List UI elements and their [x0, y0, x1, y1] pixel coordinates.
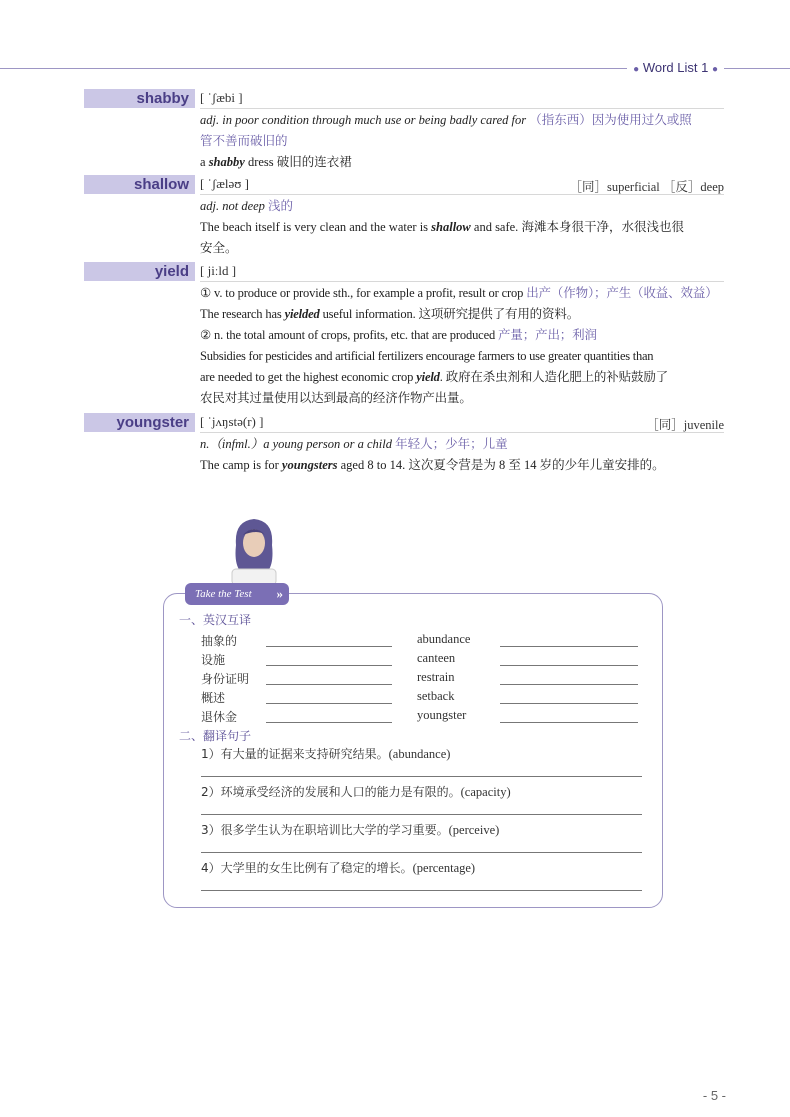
headword: yield — [84, 262, 195, 281]
vocab-en-2: canteen — [417, 651, 456, 665]
question-4: 4）大学里的女生比例有了稳定的增长。(percentage) — [201, 861, 476, 875]
headword: shallow — [84, 175, 195, 194]
question-2: 2）环境承受经济的发展和人口的能力是有限的。(capacity) — [201, 785, 511, 799]
answer-line[interactable] — [266, 684, 392, 685]
answer-line[interactable] — [201, 814, 642, 815]
example-cont: 安全。 — [200, 241, 238, 255]
pronunciation: [ ˈjʌŋstə(r) ] — [200, 414, 264, 429]
sense-2-example-cn: 农民对其过量使用以达到最高的经济作物产出量。 — [200, 391, 472, 405]
example: The beach itself is very clean and the water is shallow and safe. 海滩本身很干净，水很浅也很 — [200, 220, 684, 234]
vocab-cn-1: 抽象的 — [201, 634, 238, 648]
answer-line[interactable] — [500, 665, 638, 666]
definition: n.（infml.）a young person or a child 年轻人；少年；儿童 — [200, 437, 508, 451]
vocab-cn-4: 概述 — [201, 691, 226, 705]
take-the-test-tab: Take the Test » — [185, 583, 289, 605]
definition: adj. in poor condition through much use or being badly cared for （指东西）因为使用过久或照 — [200, 113, 692, 127]
synonym-antonym: ［同］superficial ［反］deep — [569, 180, 724, 194]
answer-line[interactable] — [266, 665, 392, 666]
synonym: ［同］juvenile — [646, 418, 724, 432]
pronunciation: [ jiːld ] — [200, 263, 237, 278]
answer-line[interactable] — [500, 646, 638, 647]
double-chevron-right-icon: » — [276, 586, 283, 601]
page-number: - 5 - — [702, 1088, 726, 1103]
headword: shabby — [84, 89, 195, 108]
answer-line[interactable] — [266, 703, 392, 704]
pronunciation: [ ˈʃæləʊ ] — [200, 176, 250, 191]
word-list-label: ● Word List 1 ● — [627, 60, 724, 75]
headword: youngster — [84, 413, 195, 432]
vocab-en-3: restrain — [417, 670, 455, 684]
pronunciation: [ ˈʃæbi ] — [200, 90, 243, 105]
answer-line[interactable] — [266, 646, 392, 647]
sense-1: ① v. to produce or provide sth., for example a profit, result or crop 出产（作物）；产生（收益、效益） — [200, 286, 718, 300]
answer-line[interactable] — [500, 703, 638, 704]
bullet-icon: ● — [633, 64, 640, 75]
definition-cn: 管不善而破旧的 — [200, 134, 288, 148]
answer-line[interactable] — [500, 722, 638, 723]
question-3: 3）很多学生认为在职培训比大学的学习重要。(perceive) — [201, 823, 500, 837]
vocab-cn-3: 身份证明 — [201, 672, 250, 686]
sense-2-example: Subsidies for pesticides and artificial fertilizers encourage farmers to use greater quantities than — [200, 349, 654, 363]
sense-2-example-cont: are needed to get the highest economic crop yield. 政府在杀虫剂和人造化肥上的补贴鼓励了 — [200, 370, 669, 384]
vocab-cn-2: 设施 — [201, 653, 226, 667]
student-illustration — [228, 515, 280, 585]
section-2-title: 二、翻译句子 — [179, 729, 252, 743]
vocab-en-4: setback — [417, 689, 455, 703]
answer-line[interactable] — [266, 722, 392, 723]
vocab-en-1: abundance — [417, 632, 471, 646]
definition: adj. not deep 浅的 — [200, 199, 294, 213]
section-1-title: 一、英汉互译 — [179, 613, 252, 627]
answer-line[interactable] — [201, 852, 642, 853]
example: a shabby dress 破旧的连衣裙 — [200, 155, 352, 169]
example: The camp is for youngsters aged 8 to 14. 这次夏令营是为 8 至 14 岁的少年儿童安排的。 — [200, 458, 665, 472]
sense-1-example: The research has yielded useful information. 这项研究提供了有用的资料。 — [200, 307, 580, 321]
answer-line[interactable] — [201, 776, 642, 777]
bullet-icon: ● — [711, 64, 718, 75]
vocab-cn-5: 退休金 — [201, 710, 238, 724]
answer-line[interactable] — [201, 890, 642, 891]
question-1: 1）有大量的证据来支持研究结果。(abundance) — [201, 747, 451, 761]
vocab-en-5: youngster — [417, 708, 467, 722]
answer-line[interactable] — [500, 684, 638, 685]
sense-2: ② n. the total amount of crops, profits, etc. that are produced 产量；产出；利润 — [200, 328, 597, 342]
